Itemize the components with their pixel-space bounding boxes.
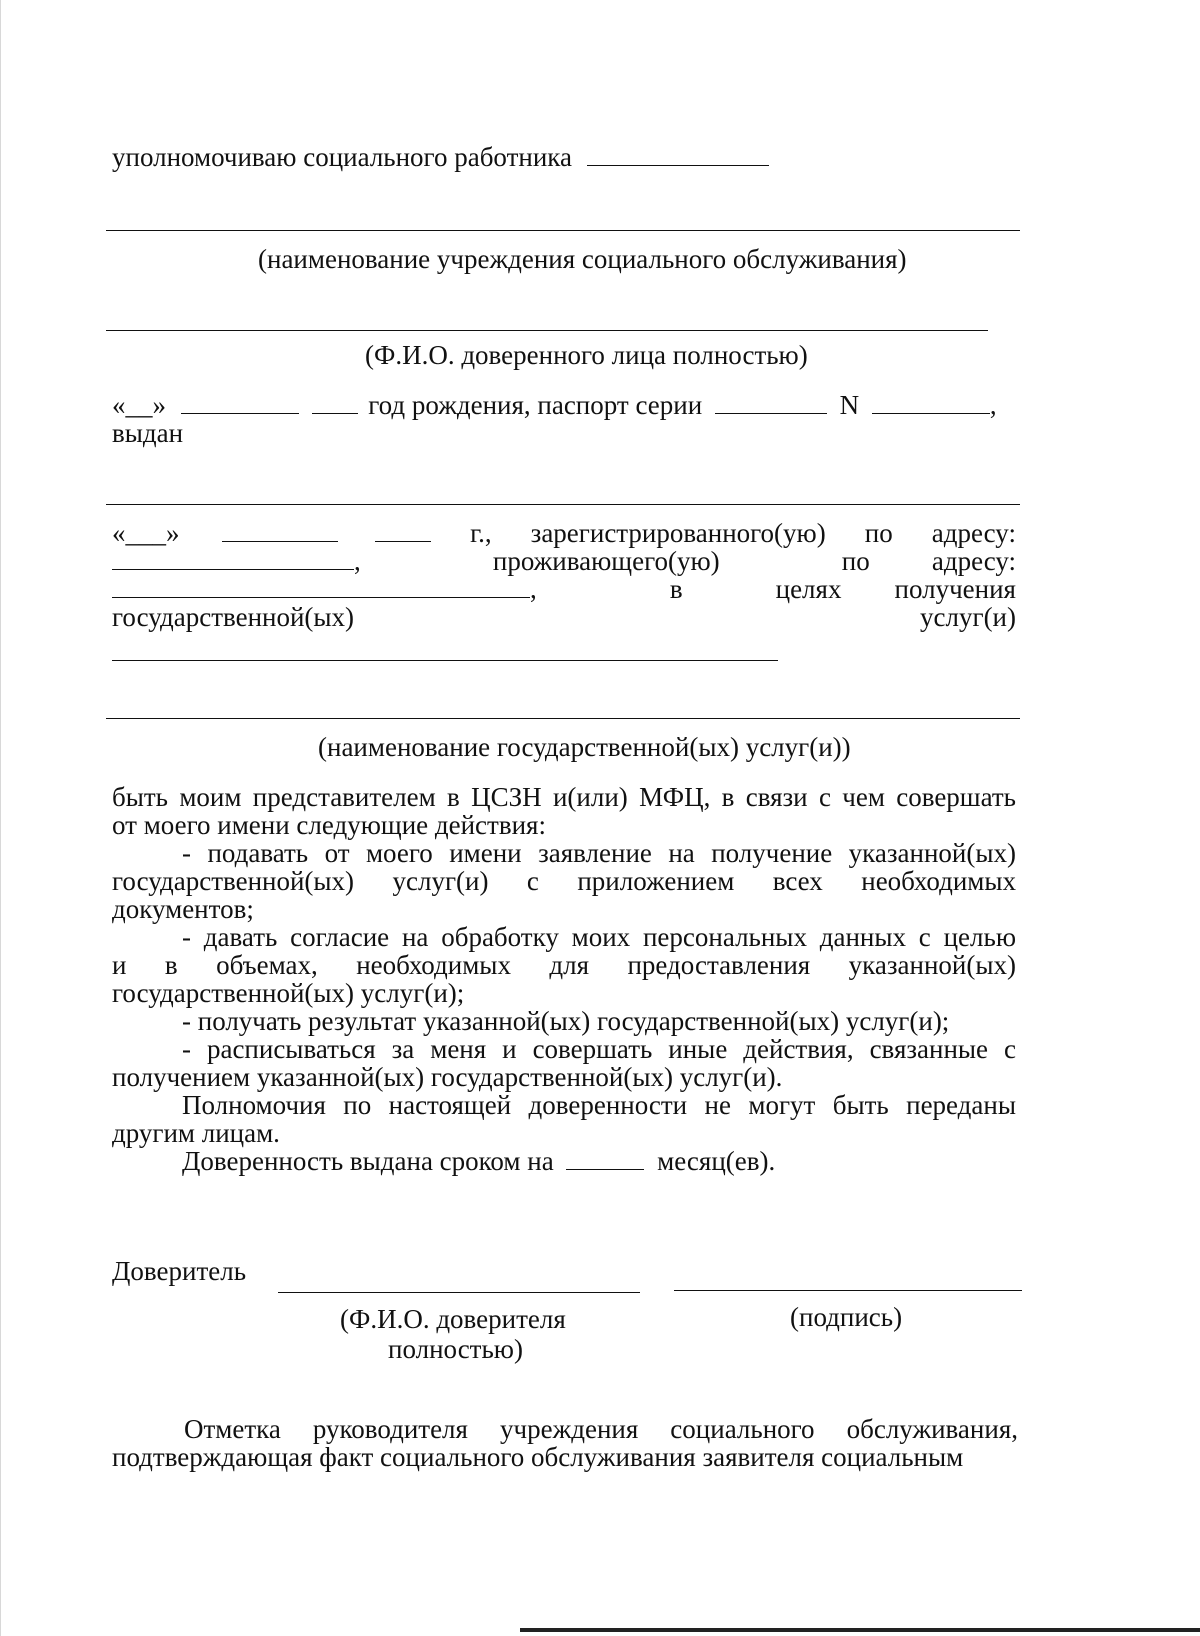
body-p3-l1: - давать согласие на обработку моих персональных данных с целью [182, 922, 1016, 952]
birth-comma: , [989, 390, 997, 420]
purpose-line [112, 574, 1016, 604]
issue-year-blank[interactable] [375, 519, 431, 542]
living-line [112, 546, 1016, 576]
passport-series-blank[interactable] [715, 391, 827, 414]
issue-month-blank[interactable] [222, 519, 338, 542]
birth-date-open: «__» [112, 390, 166, 420]
body-p1-l1 [112, 782, 1016, 812]
issued-by-blank[interactable] [106, 504, 1020, 505]
birth-text: год рождения, паспорт серии [368, 390, 703, 420]
caption-grantor-name-l2: полностью) [388, 1334, 523, 1364]
birth-line [112, 390, 997, 420]
body-p2-l2: государственной(ых) услуг(и) с приложением всех необходимых [112, 866, 1016, 896]
grantor-name-blank[interactable] [278, 1292, 640, 1293]
grantor-signature-blank[interactable] [674, 1290, 1022, 1291]
services-blank-2[interactable] [106, 718, 1020, 719]
body-p2-l3: документов; [112, 894, 254, 924]
services-services-text: услуг(и) [920, 602, 1016, 632]
passport-number-blank[interactable] [872, 391, 990, 414]
term-line [182, 1146, 775, 1176]
services-line [112, 602, 1016, 632]
authorize-text: уполномочиваю социального работника [112, 142, 572, 172]
living-by-text: по [841, 546, 870, 576]
number-sign: N [839, 390, 860, 420]
term-pre-text: Доверенность выдана сроком на [182, 1146, 554, 1176]
scan-bottom-edge [520, 1628, 1200, 1632]
note-l1: Отметка руководителя учреждения социального обслуживания, [184, 1414, 1018, 1444]
registered-by-text: по [864, 518, 893, 548]
registered-address-text: адресу: [931, 518, 1016, 548]
trustee-name-blank[interactable] [106, 330, 988, 331]
services-blank-1[interactable] [112, 660, 778, 661]
caption-institution: (наименование учреждения социального обслуживания) [258, 244, 907, 274]
issue-date-open: «___» [112, 518, 180, 548]
body-p3-l3: государственной(ых) услуг(и); [112, 978, 465, 1008]
body-p5-l1: - расписываться за меня и совершать иные действия, связанные с [182, 1034, 1016, 1064]
scan-left-edge [0, 0, 31, 1636]
services-state-text: государственной(ых) [112, 602, 355, 632]
body-text: быть моим представителем в ЦСЗН и(или) МФЦ, в связи с чем совершать [112, 782, 1016, 812]
caption-services: (наименование государственной(ых) услуг(и)) [318, 732, 851, 762]
birth-month-blank[interactable] [181, 391, 299, 414]
purpose-receiving-text: получения [894, 574, 1016, 604]
term-months-blank[interactable] [566, 1147, 644, 1170]
purpose-in-text: в [669, 574, 683, 604]
note-l2: подтверждающая факт социального обслуживания заявителя социальным [112, 1442, 964, 1472]
living-address-text: адресу: [931, 546, 1016, 576]
term-post-text: месяц(ев). [657, 1146, 776, 1176]
body-p6-l2: другим лицам. [112, 1118, 280, 1148]
registered-text: зарегистрированного(ую) [530, 518, 826, 548]
social-worker-blank[interactable] [587, 143, 769, 166]
purpose-comma: , [530, 574, 537, 604]
caption-signature: (подпись) [790, 1302, 903, 1332]
body-p2-l1: - подавать от моего имени заявление на получение указанной(ых) [182, 838, 1016, 868]
year-reg-text: г., [470, 518, 492, 548]
living-text: проживающего(ую) [492, 546, 720, 576]
authorize-line [112, 142, 769, 172]
caption-grantor-name-l1: (Ф.И.О. доверителя [340, 1304, 566, 1334]
living-address-blank[interactable] [112, 575, 530, 598]
body-p1-l2: от моего имени следующие действия: [112, 810, 546, 840]
body-p5-l2: получением указанной(ых) государственной(ых) услуг(и). [112, 1062, 783, 1092]
purpose-purposes-text: целях [775, 574, 842, 604]
institution-blank[interactable] [106, 230, 1020, 231]
body-p6-l1: Полномочия по настоящей доверенности не могут быть переданы [182, 1090, 1016, 1120]
caption-trustee-name: (Ф.И.О. доверенного лица полностью) [365, 340, 808, 370]
body-p3-l2: и в объемах, необходимых для предоставления указанной(ых) [112, 950, 1016, 980]
body-p4-l1: - получать результат указанной(ых) государственной(ых) услуг(и); [182, 1006, 950, 1036]
issue-registered-line [112, 518, 1016, 548]
issued-label: выдан [112, 418, 184, 448]
living-comma: , [354, 546, 361, 576]
birth-year-blank[interactable] [312, 391, 358, 414]
grantor-label: Доверитель [112, 1256, 247, 1286]
registered-address-blank[interactable] [112, 547, 354, 570]
